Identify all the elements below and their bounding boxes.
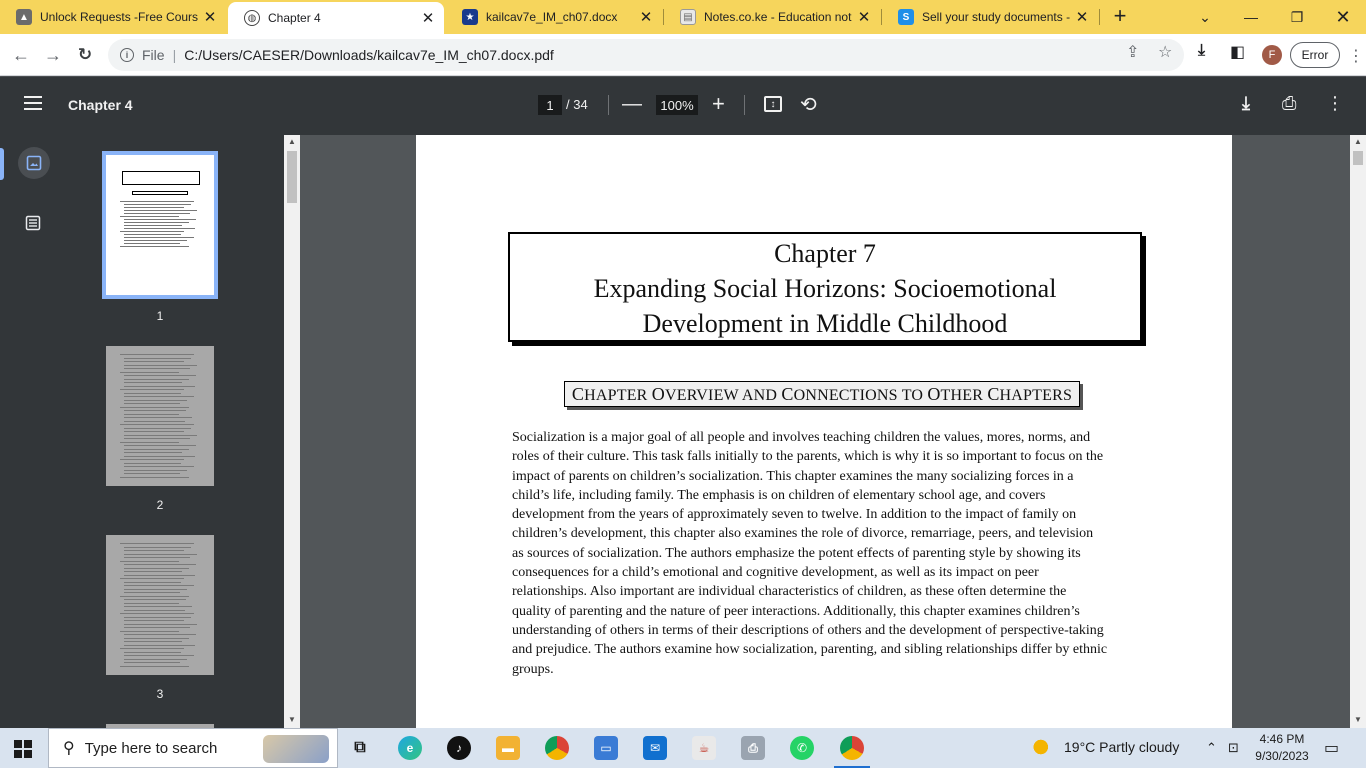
pdf-page [416,135,1232,728]
thumbnail-text-line [124,449,189,450]
tab-title: kailcav7e_IM_ch07.docx [486,10,618,24]
thumbnail-text-line [124,240,187,241]
s-icon: S [898,9,914,25]
thumbnail-text-line [124,204,191,205]
body-line: child’s life, including family. The emphasis is on children of elementary school age, and covers [512,487,1046,503]
forward-arrow-icon[interactable]: → [44,44,62,65]
thumbnail-text-line [124,445,196,446]
thumbnail-text-line [124,638,189,639]
page-thumbnail-2[interactable] [106,346,214,486]
thumbnail-text-line [120,407,189,408]
thumbnail-text-line [120,216,179,217]
mail-icon[interactable]: ✉ [643,736,667,760]
zoom-out-button[interactable]: — [622,93,642,115]
close-icon[interactable]: ✕ [639,9,653,26]
zoom-in-button[interactable]: + [712,91,725,116]
scroll-down-arrow-icon[interactable]: ▼ [1354,715,1362,724]
body-line: groups. [512,661,554,677]
thumbnail-text-line [124,375,196,376]
thumbnail-text-line [124,473,180,474]
thumbnail-text-line [124,361,184,362]
file-explorer-icon[interactable]: ▬ [496,736,520,760]
thumbnail-text-line [124,568,189,569]
bookmark-star-icon[interactable]: ☆ [1158,44,1173,61]
thumbnail-text-line [124,659,187,660]
thumbnail-text-line [124,428,191,429]
thumbnail-heading-box [132,191,188,195]
outline-button[interactable] [20,210,46,236]
thumbnail-text-line [120,631,179,632]
thumbnail-text-line [120,442,179,443]
thumbnail-text-line [124,599,186,600]
tab-separator [1099,9,1100,25]
thumbnail-text-line [124,365,197,366]
thumbnail-text-line [124,617,191,618]
thumbnail-text-line [120,561,179,562]
tab-strip [0,0,1366,34]
thumbnail-text-line [124,410,186,411]
heading-cap: O [927,384,941,404]
thumbnail-text-line [124,379,189,380]
windows-taskbar [0,728,1366,768]
thumbnail-text-line [124,571,182,572]
body-line: development from the years of approximately seven to twelve. In addition to the impact of family on [512,507,1077,523]
thumbnail-text-line [124,652,181,653]
thumbnail-text-line [124,435,197,436]
thumbnail-text-line [124,585,194,586]
thumbnail-text-line [124,589,187,590]
heading-rest: HAPTERS [999,387,1073,404]
chrome-icon[interactable] [545,736,569,760]
thumbnail-text-line [124,222,189,223]
chapter-number: Chapter 7 [774,239,876,268]
scroll-up-arrow-icon[interactable]: ▲ [288,137,296,146]
thumbnail-text-line [124,603,179,604]
thumbnail-number: 3 [156,687,164,701]
thumbnail-text-line [124,655,194,656]
page-thumbnail-1[interactable] [106,155,214,295]
thumbnail-panel [66,135,284,728]
toolbar-divider [744,95,745,115]
print-icon[interactable]: ⎙ [1282,93,1297,113]
thumbnail-text-line [124,624,197,625]
tab-sell-study-documents[interactable] [882,0,1098,34]
taskbar-search-box[interactable] [48,728,338,768]
thumbnail-text-line [124,417,192,418]
pdf-toolbar [0,77,1366,135]
close-window-button[interactable]: ✕ [1335,6,1351,27]
thumbnail-text-line [120,246,189,247]
tab-unlock-requests[interactable] [0,0,226,34]
active-indicator [0,148,4,180]
scheme-separator: | [172,47,177,63]
whatsapp-icon[interactable]: ✆ [790,736,814,760]
url-text[interactable]: C:/Users/CAESER/Downloads/kailcav7e_IM_ch07.docx.pdf [184,47,554,63]
partly-cloudy-icon [1032,738,1054,756]
body-line: children’s development, this chapter also examines the role of divorce, remarriage, peers, and television [512,526,1094,542]
body-line: as sources of socialization. The authors emphasize the potent effects of parenting style by showing its [512,545,1081,561]
hamburger-menu-icon[interactable] [24,96,42,110]
thumbnail-text-line [124,234,181,235]
heading-cap: O [651,384,665,404]
close-icon[interactable]: ✕ [857,9,871,26]
share-icon[interactable]: ⇪ [1126,44,1140,61]
body-line: and prejudice. The authors examine how socialization, parenting, and sibling relationships differ by ethnic [512,642,1108,658]
thumbnail-text-line [124,452,182,453]
clock-time: 4:46 PM [1259,732,1305,746]
back-arrow-icon[interactable]: ← [12,44,30,65]
fit-to-page-icon[interactable]: ↕ [764,96,782,112]
chrome-profile-icon[interactable] [840,736,864,760]
thumbnail-text-line [124,456,195,457]
search-placeholder: Type here to search [84,739,218,757]
tab-chapter-4[interactable] [228,2,444,34]
search-highlight-image [263,735,329,763]
heading-cap: C [571,384,585,404]
tab-title: Notes.co.ke - Education not [704,10,852,24]
heading-rest: VERVIEW AND [664,387,782,404]
thumbnail-text-line [124,554,197,555]
scheme-label: File [142,47,165,63]
body-line: quality of parenting and the nature of peer interactions. Additionally, this chapter examines children’s [512,603,1080,619]
thumbnail-text-line [124,550,184,551]
download-icon[interactable]: ⤓ [1198,42,1206,59]
scrollbar-thumb[interactable] [287,151,297,203]
clock-date: 9/30/2023 [1255,749,1309,763]
chapter-title-line: Expanding Social Horizons: Socioemotional [593,274,1057,303]
tab-search-chevron-icon[interactable]: ⌄ [1199,8,1211,25]
page-count: / 34 [566,97,588,112]
toolbar-divider [608,95,609,115]
star-doc-icon: ★ [462,9,478,25]
close-icon[interactable]: ✕ [421,10,435,27]
thumbnail-text-line [124,610,185,611]
thumbnail-number: 1 [156,309,164,323]
task-view-icon[interactable]: ⧉ [354,739,366,756]
thumbnail-text-line [124,400,187,401]
thumbnail-text-line [120,666,189,667]
notes-icon: ▤ [680,9,696,25]
thumbnail-text-line [124,210,197,211]
error-button[interactable]: Error [1290,42,1340,68]
heading-rest: HAPTER [584,387,652,404]
info-icon[interactable]: i [120,48,134,62]
thumbnail-text-line [120,596,189,597]
body-line: impact of parents on children’s socialization. This chapter examines the many socializing forces in a [512,468,1074,484]
browser-toolbar [0,34,1366,76]
body-line: Socialization is a major goal of all people and involves teaching children the values, mores, norms, and [512,430,1091,445]
chapter-title-box [508,232,1142,342]
sidebar-rail [0,135,66,728]
heading-rest: ONNECTIONS TO [793,387,928,404]
network-icon[interactable]: ⊡ [1228,740,1239,755]
thumbnail-text-line [124,620,184,621]
thumbnail-text-line [124,228,195,229]
tab-title: Chapter 4 [268,11,321,25]
thumbnail-text-line [124,557,190,558]
thumbnail-text-line [124,243,180,244]
thumbnail-text-line [124,358,191,359]
more-actions-icon[interactable]: ⋮ [1326,93,1344,113]
thumbnail-text-line [124,463,181,464]
thumbnail-text-line [124,634,196,635]
scroll-up-arrow-icon[interactable]: ▲ [1354,137,1362,146]
thumbnail-text-line [120,354,194,355]
body-line: understanding of others in terms of their descriptions of others and the development of perspective-taking [512,622,1104,638]
document-scrollbar[interactable] [1350,135,1366,728]
outline-icon [25,215,41,231]
heading-rest: THER [940,387,988,404]
thumbnail-text-line [124,396,194,397]
overview-paragraph [512,428,1138,679]
thumbnail-text-line [124,641,182,642]
new-tab-button[interactable]: + [1113,3,1127,28]
zoom-input[interactable]: 100% [656,95,698,115]
studocu-icon: ▲ [16,9,32,25]
thumbnail-scrollbar[interactable] [284,135,300,728]
notification-icon[interactable]: ▭ [1324,740,1340,757]
thumbnail-text-line [124,606,192,607]
tab-kailcav7e-doc[interactable] [446,0,662,34]
thumbnails-button[interactable] [18,147,50,179]
heading-cap: C [781,384,794,404]
thumbnail-text-line [120,231,184,232]
tiktok-icon[interactable]: ♪ [447,736,471,760]
thumbnail-text-line [124,213,190,214]
section-heading [564,381,1080,407]
thumbnail-text-line [124,368,190,369]
thumbnail-text-line [124,662,180,663]
thumbnail-text-line [124,382,182,383]
thumbnail-text-line [124,582,181,583]
close-icon[interactable]: ✕ [203,9,217,26]
thumbnail-text-line [124,414,179,415]
page-number-input[interactable]: 1 [538,95,562,115]
browser-menu-icon[interactable]: ⋮ [1348,48,1364,65]
thumbnail-text-line [124,627,190,628]
thumbnail-text-line [120,372,179,373]
reload-icon[interactable]: ↻ [77,45,93,64]
thumbnail-text-line [120,477,189,478]
thumbnail-text-line [124,431,184,432]
image-icon [26,155,42,171]
java-icon[interactable]: ☕ [692,736,716,760]
thumbnail-text-line [124,225,182,226]
page-thumbnail-3[interactable] [106,535,214,675]
thumbnail-text-line [120,424,194,425]
thumbnail-title-box [122,171,200,185]
thumbnail-text-line [124,421,185,422]
thumbnail-text-line [124,564,196,565]
tab-notes-co-ke[interactable] [664,0,880,34]
windows-start-icon[interactable] [14,740,32,758]
thumbnail-text-line [124,547,191,548]
thumbnail-text-line [124,219,196,220]
thumbnail-text-line [124,386,195,387]
thumbnail-text-line [124,592,180,593]
thumbnail-text-line [120,648,184,649]
thumbnail-text-line [120,389,184,390]
thumbnail-text-line [120,459,184,460]
address-bar[interactable] [108,39,1184,71]
thumbnail-text-line [124,438,190,439]
thumbnail-text-line [124,645,195,646]
avatar[interactable]: F [1262,45,1282,65]
thumbnail-number: 2 [156,498,164,512]
chapter-title-line: Development in Middle Childhood [642,309,1008,338]
thumbnail-text-line [120,578,184,579]
body-line: consequences for a child’s emotional and cognitive development, as well as its impact on peer [512,565,1039,581]
body-line: roles of their culture. This task falls initially to the parents, which is why it is so important to focus on the [512,449,1104,465]
thumbnail-text-line [120,543,194,544]
system-clock[interactable] [1252,731,1312,765]
minimize-button[interactable]: — [1244,9,1258,25]
edge-icon[interactable]: e [398,736,422,760]
thumbnail-text-line [120,613,194,614]
thumbnail-text-line [124,470,187,471]
printer-app-icon[interactable]: ⎙ [741,736,765,760]
restore-button[interactable]: ❐ [1290,8,1304,25]
thumbnail-text-line [124,575,195,576]
computer-icon[interactable]: ▭ [594,736,618,760]
weather-widget[interactable] [1032,738,1179,756]
weather-text: 19°C Partly cloudy [1064,739,1180,755]
document-viewport [300,135,1350,728]
heading-cap: C [987,384,1000,404]
thumbnail-text-line [124,466,194,467]
thumbnail-text-line [124,403,180,404]
scrollbar-thumb[interactable] [1353,151,1363,165]
body-line: relationships. Also important are individual characteristics of children, as these often determine the [512,584,1067,600]
tab-title: Sell your study documents - [922,10,1071,24]
globe-icon: ◍ [244,10,260,26]
pdf-download-icon[interactable]: ⤓ [1242,93,1250,113]
close-icon[interactable]: ✕ [1075,9,1089,26]
search-icon: ⚲ [63,740,75,757]
scroll-down-arrow-icon[interactable]: ▼ [288,715,296,724]
thumbnail-text-line [124,237,194,238]
side-panel-icon[interactable]: ◧ [1230,44,1246,61]
show-hidden-icons-chevron-icon[interactable]: ⌃ [1206,740,1217,755]
thumbnail-text-line [124,207,184,208]
rotate-icon[interactable]: ⟲ [800,94,817,116]
tab-title: Unlock Requests -Free Cours [40,10,199,24]
thumbnail-text-line [124,393,181,394]
thumbnail-text-line [120,201,194,202]
pdf-title: Chapter 4 [68,97,133,113]
